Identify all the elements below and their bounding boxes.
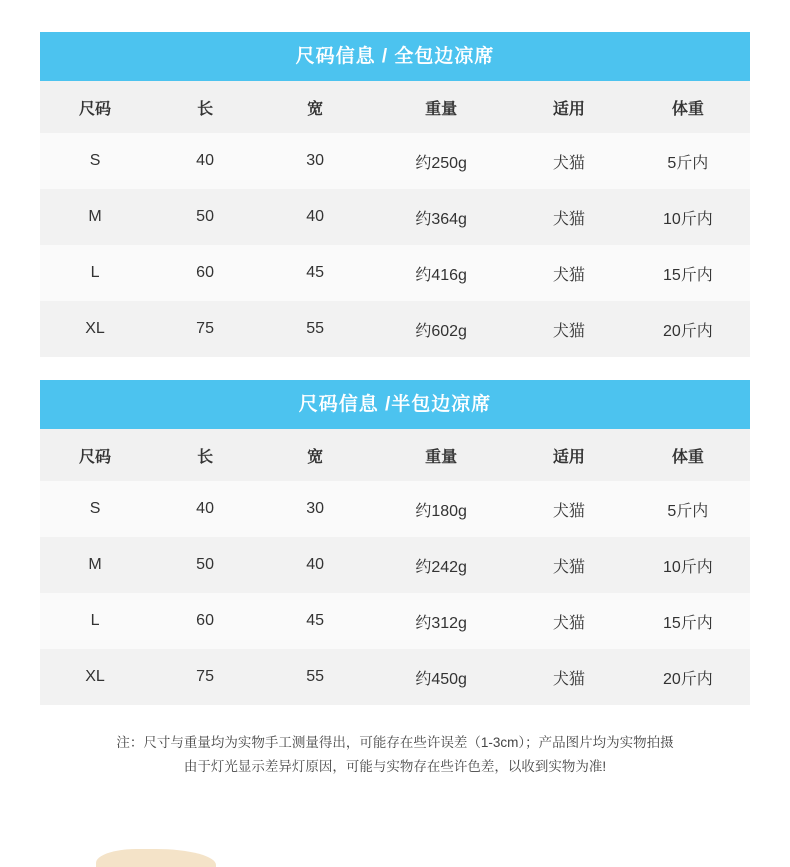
cell-width: 40 bbox=[260, 537, 370, 593]
table-row bbox=[40, 245, 750, 301]
cell-bodyweight: 15斤内 bbox=[626, 245, 750, 301]
cell-width: 45 bbox=[260, 593, 370, 649]
disclaimer-line-1: 注：尺寸与重量均为实物手工测量得出，可能存在些许误差（1-3cm）；产品图片均为实物拍摄 bbox=[116, 735, 674, 750]
size-table-head-half-edge bbox=[40, 429, 750, 481]
column-header-weight: 重量 bbox=[370, 81, 512, 133]
cell-size: XL bbox=[40, 649, 150, 705]
size-table-full-edge bbox=[40, 81, 750, 357]
size-table-half-edge bbox=[40, 429, 750, 705]
cell-bodyweight: 5斤内 bbox=[626, 481, 750, 537]
cell-length: 50 bbox=[150, 537, 260, 593]
column-header-size: 尺码 bbox=[40, 429, 150, 481]
size-table-body-half-edge bbox=[40, 481, 750, 705]
cell-length: 50 bbox=[150, 189, 260, 245]
column-header-suitable: 适用 bbox=[512, 81, 626, 133]
cell-width: 30 bbox=[260, 481, 370, 537]
column-header-size: 尺码 bbox=[40, 81, 150, 133]
column-header-width: 宽 bbox=[260, 81, 370, 133]
column-header-length: 长 bbox=[150, 429, 260, 481]
size-table-title-full-edge: 尺码信息 / 全包边凉席 bbox=[40, 32, 750, 81]
cell-weight: 约312g bbox=[370, 593, 512, 649]
column-header-length: 长 bbox=[150, 81, 260, 133]
cell-width: 55 bbox=[260, 301, 370, 357]
table-row bbox=[40, 301, 750, 357]
size-chart-page bbox=[0, 32, 790, 867]
column-header-weight: 重量 bbox=[370, 429, 512, 481]
decorative-bottom-shape bbox=[96, 849, 216, 867]
cell-bodyweight: 15斤内 bbox=[626, 593, 750, 649]
cell-suitable: 犬猫 bbox=[512, 537, 626, 593]
column-header-bodyweight: 体重 bbox=[626, 81, 750, 133]
disclaimer-note bbox=[0, 731, 790, 779]
table-row bbox=[40, 189, 750, 245]
table-row bbox=[40, 133, 750, 189]
cell-size: S bbox=[40, 133, 150, 189]
cell-size: L bbox=[40, 245, 150, 301]
cell-weight: 约450g bbox=[370, 649, 512, 705]
table-row bbox=[40, 649, 750, 705]
table-header-row bbox=[40, 429, 750, 481]
table-header-row bbox=[40, 81, 750, 133]
cell-suitable: 犬猫 bbox=[512, 649, 626, 705]
cell-bodyweight: 20斤内 bbox=[626, 649, 750, 705]
cell-weight: 约416g bbox=[370, 245, 512, 301]
cell-bodyweight: 20斤内 bbox=[626, 301, 750, 357]
size-table-block-half-edge bbox=[40, 380, 750, 705]
cell-size: L bbox=[40, 593, 150, 649]
cell-size: S bbox=[40, 481, 150, 537]
size-table-body-full-edge bbox=[40, 133, 750, 357]
size-table-title-half-edge: 尺码信息 /半包边凉席 bbox=[40, 380, 750, 429]
cell-width: 40 bbox=[260, 189, 370, 245]
cell-weight: 约180g bbox=[370, 481, 512, 537]
table-row bbox=[40, 537, 750, 593]
size-table-block-full-edge bbox=[40, 32, 750, 357]
column-header-bodyweight: 体重 bbox=[626, 429, 750, 481]
cell-suitable: 犬猫 bbox=[512, 133, 626, 189]
size-table-head-full-edge bbox=[40, 81, 750, 133]
cell-suitable: 犬猫 bbox=[512, 481, 626, 537]
cell-weight: 约250g bbox=[370, 133, 512, 189]
cell-bodyweight: 10斤内 bbox=[626, 537, 750, 593]
cell-weight: 约364g bbox=[370, 189, 512, 245]
cell-suitable: 犬猫 bbox=[512, 593, 626, 649]
cell-suitable: 犬猫 bbox=[512, 301, 626, 357]
table-row bbox=[40, 593, 750, 649]
cell-length: 60 bbox=[150, 593, 260, 649]
cell-width: 55 bbox=[260, 649, 370, 705]
disclaimer-line-2: 由于灯光显示差异灯原因，可能与实物存在些许色差，以收到实物为准! bbox=[183, 759, 607, 774]
cell-bodyweight: 5斤内 bbox=[626, 133, 750, 189]
table-row bbox=[40, 481, 750, 537]
cell-length: 60 bbox=[150, 245, 260, 301]
cell-length: 40 bbox=[150, 481, 260, 537]
cell-length: 40 bbox=[150, 133, 260, 189]
cell-length: 75 bbox=[150, 301, 260, 357]
cell-width: 45 bbox=[260, 245, 370, 301]
cell-size: XL bbox=[40, 301, 150, 357]
column-header-width: 宽 bbox=[260, 429, 370, 481]
cell-suitable: 犬猫 bbox=[512, 245, 626, 301]
column-header-suitable: 适用 bbox=[512, 429, 626, 481]
cell-weight: 约602g bbox=[370, 301, 512, 357]
cell-suitable: 犬猫 bbox=[512, 189, 626, 245]
cell-length: 75 bbox=[150, 649, 260, 705]
cell-size: M bbox=[40, 189, 150, 245]
cell-size: M bbox=[40, 537, 150, 593]
cell-weight: 约242g bbox=[370, 537, 512, 593]
cell-width: 30 bbox=[260, 133, 370, 189]
cell-bodyweight: 10斤内 bbox=[626, 189, 750, 245]
